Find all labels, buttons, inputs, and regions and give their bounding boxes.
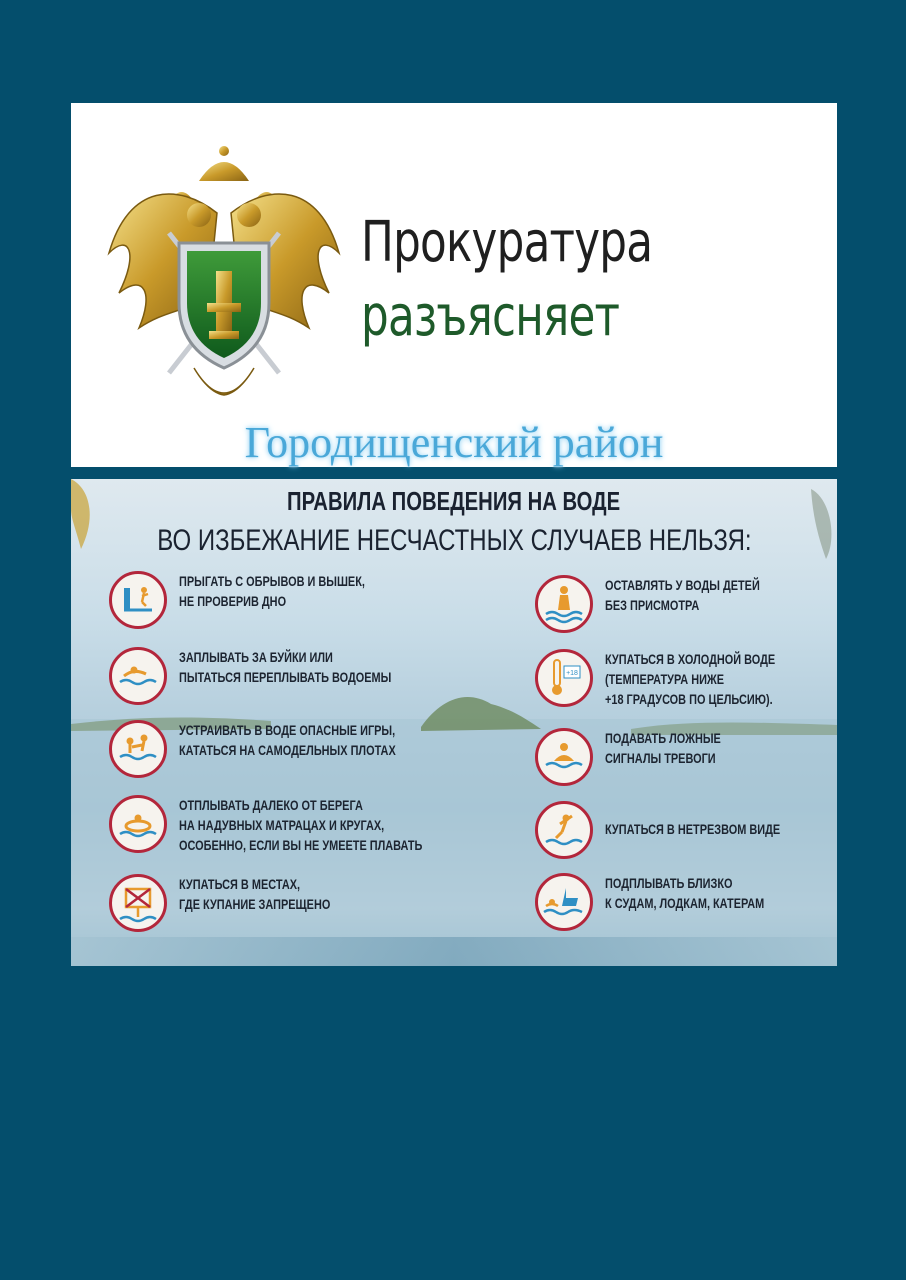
title-line-1: Прокуратура bbox=[361, 210, 653, 275]
prosecutor-eagle-emblem-icon bbox=[99, 143, 349, 423]
drunk-swimmer-icon bbox=[535, 801, 593, 859]
ship-swimmer-icon bbox=[535, 873, 593, 931]
rule-text: УСТРАИВАТЬ В ВОДЕ ОПАСНЫЕ ИГРЫ, КАТАТЬСЯ НА САМОДЕЛЬНЫХ ПЛОТАХ bbox=[179, 722, 396, 758]
false-alarm-icon bbox=[535, 728, 593, 786]
rule-text: ПРЫГАТЬ С ОБРЫВОВ И ВЫШЕК, НЕ ПРОВЕРИВ ДНО bbox=[179, 573, 365, 609]
rule-text: КУПАТЬСЯ В НЕТРЕЗВОМ ВИДЕ bbox=[605, 821, 781, 837]
rules-title bbox=[71, 487, 837, 516]
dangerous-games-icon bbox=[109, 720, 167, 778]
no-swimming-sign-icon bbox=[109, 874, 167, 932]
rule-text: ПОДПЛЫВАТЬ БЛИЗКО К СУДАМ, ЛОДКАМ, КАТЕРАМ bbox=[605, 875, 765, 911]
cliff-jump-icon bbox=[109, 571, 167, 629]
header-card bbox=[71, 103, 837, 467]
rule-text: КУПАТЬСЯ В МЕСТАХ, ГДЕ КУПАНИЕ ЗАПРЕЩЕНО bbox=[179, 876, 331, 912]
title-line-2: разъясняет bbox=[361, 284, 620, 349]
thermometer-icon bbox=[535, 649, 593, 707]
inflatable-ring-icon bbox=[109, 795, 167, 853]
poster-bottom-strip bbox=[71, 937, 837, 966]
rule-text: ПОДАВАТЬ ЛОЖНЫЕ СИГНАЛЫ ТРЕВОГИ bbox=[605, 730, 721, 766]
thermometer-label: +18 bbox=[566, 670, 578, 677]
child-alone-icon bbox=[535, 575, 593, 633]
district-label: Городищенский район bbox=[244, 418, 664, 467]
rules-title-text: ПРАВИЛА ПОВЕДЕНИЯ НА ВОДЕ bbox=[287, 486, 621, 516]
rule-text: ОСТАВЛЯТЬ У ВОДЫ ДЕТЕЙ БЕЗ ПРИСМОТРА bbox=[605, 577, 760, 613]
rules-subtitle-text: ВО ИЗБЕЖАНИЕ НЕСЧАСТНЫХ СЛУЧАЕВ НЕЛЬЗЯ: bbox=[156, 524, 752, 557]
rule-text: ЗАПЛЫВАТЬ ЗА БУЙКИ ИЛИ ПЫТАТЬСЯ ПЕРЕПЛЫВАТЬ ВОДОЕМЫ bbox=[179, 649, 392, 685]
rule-text: КУПАТЬСЯ В ХОЛОДНОЙ ВОДЕ (ТЕМПЕРАТУРА НИЖЕ +18 ГРАДУСОВ ПО ЦЕЛЬСИЮ). bbox=[605, 651, 776, 707]
water-rules-poster bbox=[71, 479, 837, 966]
rule-text: ОТПЛЫВАТЬ ДАЛЕКО ОТ БЕРЕГА НА НАДУВНЫХ МАТРАЦАХ И КРУГАХ, ОСОБЕННО, ЕСЛИ ВЫ НЕ УМЕЕТЕ ПЛАВАТЬ bbox=[179, 797, 423, 853]
rules-subtitle bbox=[71, 524, 837, 557]
swimmer-buoy-icon bbox=[109, 647, 167, 705]
